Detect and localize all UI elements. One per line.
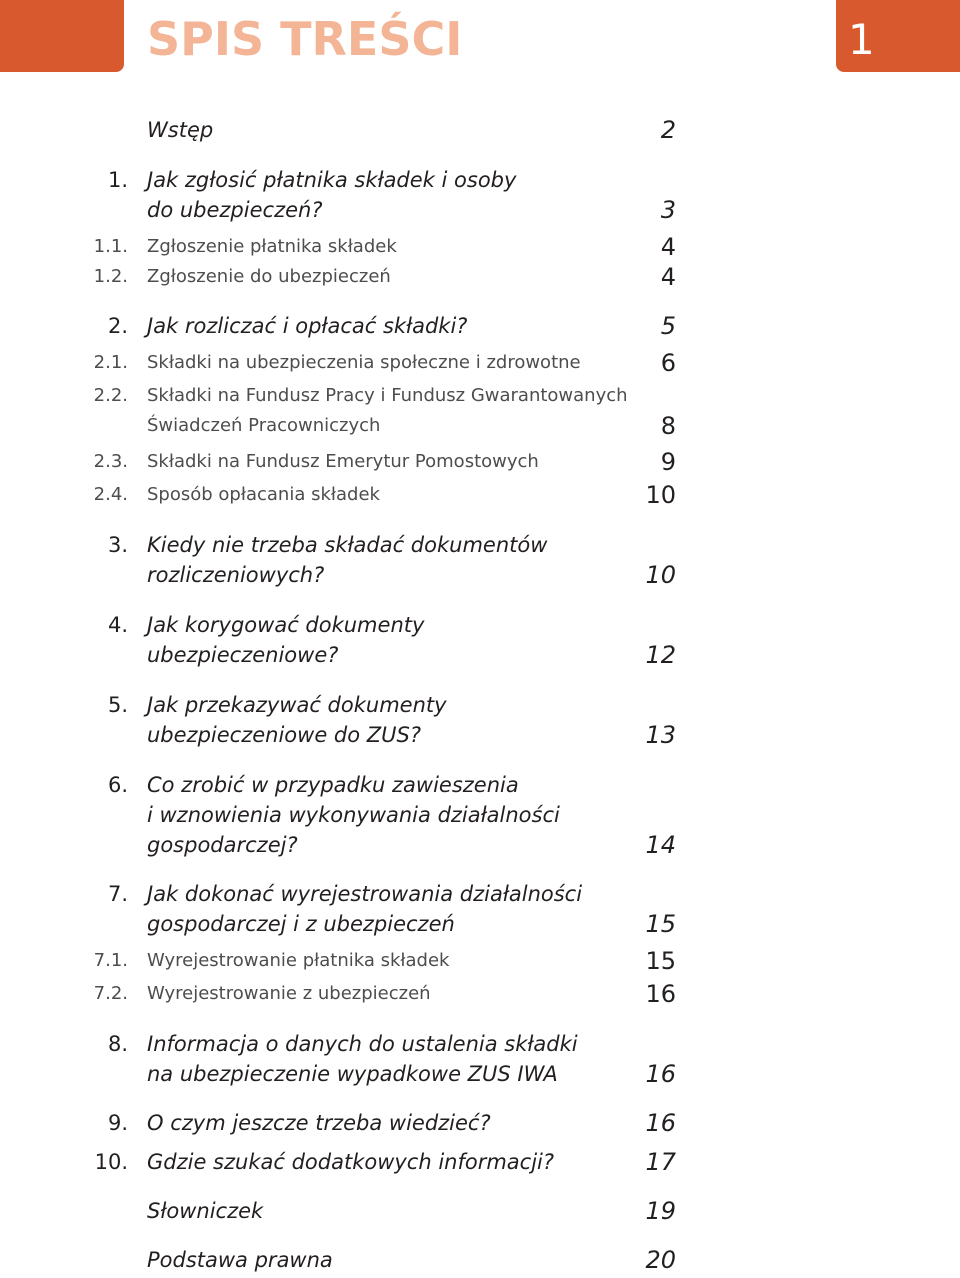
toc-entry-number: 3. <box>107 533 128 557</box>
toc-entry-title <box>147 262 617 292</box>
toc-entry-page: 3 <box>660 196 676 224</box>
toc-entry-title <box>147 165 617 225</box>
toc-entry-page: 15 <box>645 910 676 938</box>
toc-entry-title-line: Zgłoszenie płatnika składek <box>147 236 397 257</box>
toc-entry-number: 10. <box>94 1150 128 1174</box>
toc-entry-title <box>147 979 617 1009</box>
toc-entry-title <box>147 115 617 145</box>
toc-entry-page: 6 <box>660 349 676 377</box>
toc-entry-title-line: do ubezpieczeń? <box>147 198 323 222</box>
toc-entry-title <box>147 1029 617 1089</box>
toc-entry-title-line: Wstęp <box>147 118 214 142</box>
toc-entry-title <box>147 1196 617 1226</box>
toc-entry-page: 5 <box>660 312 676 340</box>
toc-entry-page: 13 <box>645 721 676 749</box>
toc-entry-page: 4 <box>660 263 676 291</box>
toc-entry-title-line: Jak zgłosić płatnika składek i osoby <box>147 168 517 192</box>
toc-entry-title-line: Wyrejestrowanie płatnika składek <box>147 950 450 971</box>
toc-entry-page: 16 <box>645 1060 676 1088</box>
toc-entry-page: 16 <box>645 1109 676 1137</box>
toc-entry-title-line: Sposób opłacania składek <box>147 484 380 505</box>
toc-entry-number: 7. <box>107 882 128 906</box>
toc-entry-page: 15 <box>645 947 676 975</box>
toc-entry-title <box>147 690 617 750</box>
toc-entry-title-line: rozliczeniowych? <box>147 563 325 587</box>
toc-entry-page: 4 <box>660 233 676 261</box>
toc-entry-title <box>147 447 617 477</box>
toc-entry-title-line: gospodarczej i z ubezpieczeń <box>147 912 455 936</box>
toc-entry-number: 5. <box>107 693 128 717</box>
toc-entry-title-line: i wznowienia wykonywania działalności <box>147 803 560 827</box>
toc-entry-number: 2. <box>107 314 128 338</box>
toc-entry-title <box>147 348 617 378</box>
toc-entry-title <box>147 1147 617 1177</box>
toc-entry-page: 9 <box>660 448 676 476</box>
toc-entry-number: 2.2. <box>93 385 128 406</box>
toc-entry-title-line: Gdzie szukać dodatkowych informacji? <box>147 1150 555 1174</box>
page-number: 1 <box>848 15 875 64</box>
toc-entry-title-line: Jak przekazywać dokumenty <box>147 693 447 717</box>
toc-entry-page: 19 <box>645 1197 676 1225</box>
toc-entry-page: 10 <box>645 561 676 589</box>
toc-entry-title-line: Wyrejestrowanie z ubezpieczeń <box>147 983 431 1004</box>
toc-entry-title <box>147 879 617 939</box>
toc-entry-title-line: Jak rozliczać i opłacać składki? <box>147 314 468 338</box>
toc-entry-title-line: O czym jeszcze trzeba wiedzieć? <box>147 1111 491 1135</box>
toc-entry-title-line: Informacja o danych do ustalenia składki <box>147 1032 578 1056</box>
toc-entry-title <box>147 1108 617 1138</box>
toc-entry-page: 12 <box>645 641 676 669</box>
toc-entry-title-line: Co zrobić w przypadku zawieszenia <box>147 773 519 797</box>
toc-entry-title-line: na ubezpieczenie wypadkowe ZUS IWA <box>147 1062 558 1086</box>
toc-entry-title <box>147 381 628 441</box>
toc-entry-title-line: Świadczeń Pracowniczych <box>147 415 381 436</box>
toc-entry-title-line: Składki na Fundusz Emerytur Pomostowych <box>147 451 539 472</box>
toc-entry-number: 2.4. <box>93 484 128 505</box>
toc-entry-title-line: Kiedy nie trzeba składać dokumentów <box>147 533 548 557</box>
toc-entry-number: 1. <box>107 168 128 192</box>
toc-entry-page: 14 <box>645 831 676 859</box>
toc-entry-number: 7.2. <box>93 983 128 1004</box>
toc-entry-title-line: ubezpieczeniowe? <box>147 643 339 667</box>
toc-entry-title <box>147 770 617 860</box>
toc-entry-number: 9. <box>107 1111 128 1135</box>
toc-entry-title-line: Jak korygować dokumenty <box>147 613 425 637</box>
toc-entry-page: 16 <box>645 980 676 1008</box>
toc-entry-title-line: Jak dokonać wyrejestrowania działalności <box>147 882 583 906</box>
toc-entry-page: 8 <box>660 412 676 440</box>
toc-entry-title-line: ubezpieczeniowe do ZUS? <box>147 723 422 747</box>
toc-entry-page: 10 <box>645 481 676 509</box>
toc-entry-number: 1.1. <box>93 236 128 257</box>
toc-entry-title <box>147 232 617 262</box>
toc-entry-number: 1.2. <box>93 266 128 287</box>
toc-entry-title-line: gospodarczej? <box>147 833 298 857</box>
toc-entry-number: 4. <box>107 613 128 637</box>
toc-entry-number: 2.1. <box>93 352 128 373</box>
toc-entry-title <box>147 1245 617 1275</box>
toc-entry-number: 8. <box>107 1032 128 1056</box>
toc-entry-page: 17 <box>645 1148 676 1176</box>
toc-entry-title <box>147 610 617 670</box>
toc-entry-title <box>147 311 617 341</box>
page-title: SPIS TREŚCI <box>147 12 463 66</box>
toc-entry-page: 2 <box>660 116 676 144</box>
toc-entry-title-line: Zgłoszenie do ubezpieczeń <box>147 266 391 287</box>
toc-entry-title <box>147 530 617 590</box>
toc-entry-number: 7.1. <box>93 950 128 971</box>
toc-entry-number: 2.3. <box>93 451 128 472</box>
toc-entry-number: 6. <box>107 773 128 797</box>
toc-entry-title-line: Składki na Fundusz Pracy i Fundusz Gwarantowanych <box>147 385 628 406</box>
toc-entry-title <box>147 946 617 976</box>
toc-entry-title <box>147 480 617 510</box>
toc-entry-title-line: Podstawa prawna <box>147 1248 333 1272</box>
toc-entry-page: 20 <box>645 1246 676 1274</box>
toc-entry-title-line: Słowniczek <box>147 1199 264 1223</box>
toc-entry-title-line: Składki na ubezpieczenia społeczne i zdrowotne <box>147 352 581 373</box>
